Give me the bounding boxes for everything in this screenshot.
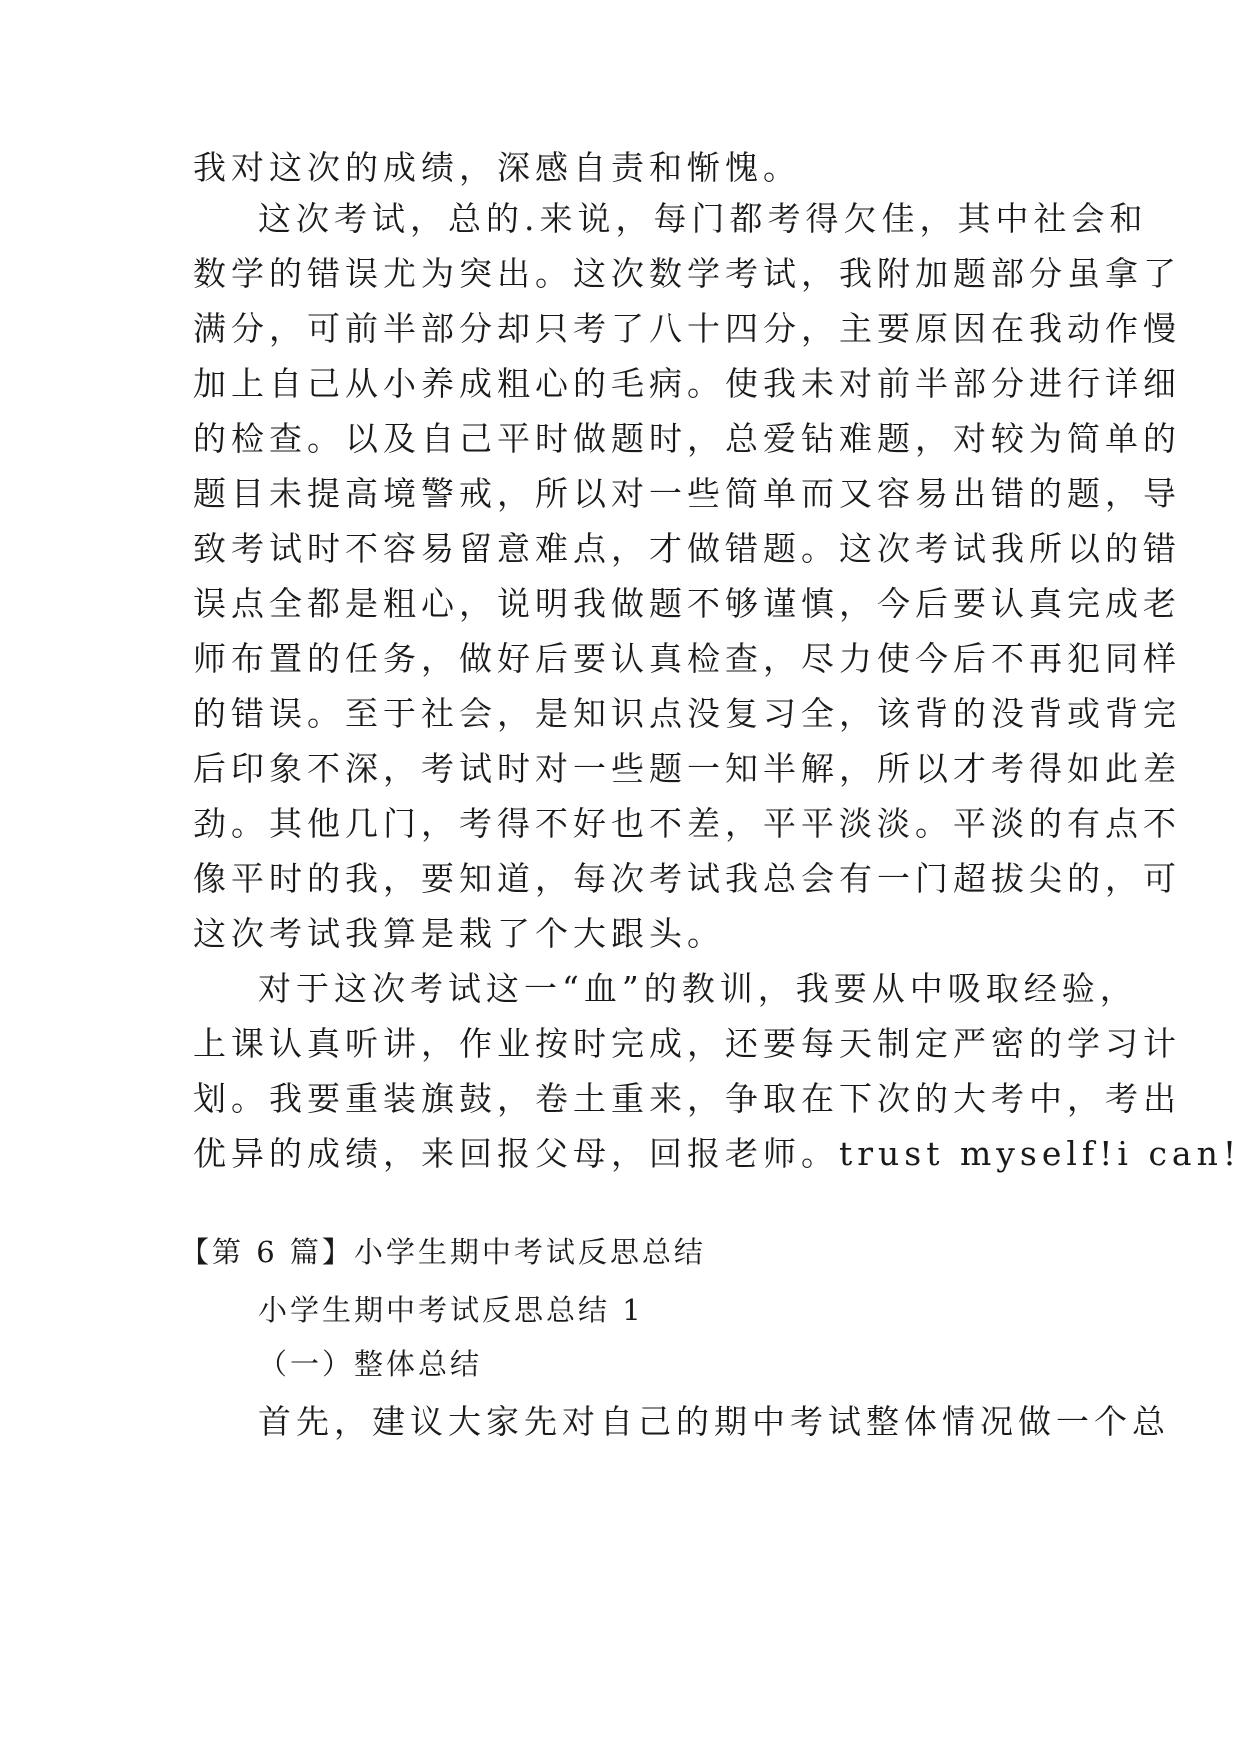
paragraph-line: 后印象不深，考试时对一些题一知半解，所以才考得如此差: [193, 749, 1181, 788]
paragraph-line: 对于这次考试这一“血”的教训，我要从中吸取经验，: [258, 969, 1138, 1008]
paragraph-line: 的错误。至于社会，是知识点没复习全，该背的没背或背完: [193, 694, 1181, 733]
paragraph-line: 上课认真听讲，作业按时完成，还要每天制定严密的学习计: [193, 1024, 1181, 1063]
paragraph-line: 数学的错误尤为突出。这次数学考试，我附加题部分虽拿了: [193, 254, 1181, 293]
paragraph-line: 的检查。以及自己平时做题时，总爱钻难题，对较为简单的: [193, 419, 1181, 458]
paragraph-line: 首先，建议大家先对自己的期中考试整体情况做一个总: [258, 1402, 1170, 1441]
paragraph-line: 误点全都是粗心，说明我做题不够谨慎，今后要认真完成老: [193, 584, 1181, 623]
paragraph-line: 加上自己从小养成粗心的毛病。使我未对前半部分进行详细: [193, 364, 1181, 403]
paragraph-line: 题目未提高境警戒，所以对一些简单而又容易出错的题，导: [193, 474, 1181, 513]
paragraph-line: 优异的成绩，来回报父母，回报老师。trust myself!i can!: [193, 1134, 1241, 1173]
paragraph-line: 我对这次的成绩，深感自责和惭愧。: [193, 148, 801, 187]
paragraph-line: 划。我要重装旗鼓，卷土重来，争取在下次的大考中，考出: [193, 1079, 1181, 1118]
paragraph-line: 劲。其他几门，考得不好也不差，平平淡淡。平淡的有点不: [193, 804, 1181, 843]
part-title: （一）整体总结: [258, 1347, 483, 1381]
paragraph-line: 像平时的我，要知道，每次考试我总会有一门超拔尖的，可: [193, 859, 1181, 898]
paragraph-line: 这次考试我算是栽了个大跟头。: [193, 914, 725, 953]
paragraph-line: 这次考试，总的.来说，每门都考得欠佳，其中社会和: [258, 199, 1148, 238]
paragraph-line: 满分，可前半部分却只考了八十四分，主要原因在我动作慢: [193, 309, 1181, 348]
section-subtitle: 小学生期中考试反思总结 1: [258, 1293, 644, 1327]
section-heading: 【第 6 篇】小学生期中考试反思总结: [180, 1235, 706, 1269]
paragraph-line: 师布置的任务，做好后要认真检查，尽力使今后不再犯同样: [193, 639, 1181, 678]
paragraph-line: 致考试时不容易留意难点，才做错题。这次考试我所以的错: [193, 529, 1181, 568]
